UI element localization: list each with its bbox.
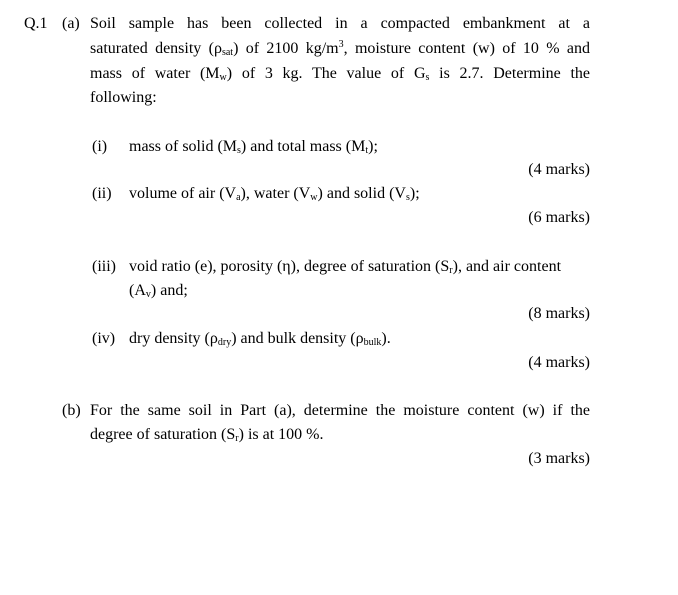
- part-a-intro-line-4: following:: [90, 89, 157, 106]
- subpart-i-text: mass of solid $(M_s)$ and total mass $(M_t)$;: [129, 138, 378, 156]
- part-a-intro-line-2: [90, 40, 590, 58]
- subpart-iii-label: (iii): [92, 258, 116, 275]
- subpart-iii-marks: (8 marks): [528, 305, 590, 322]
- subpart-ii-marks: (6 marks): [528, 209, 590, 226]
- part-b-label: (b): [62, 402, 81, 419]
- subpart-ii-label: (ii): [92, 185, 112, 202]
- subpart-iv-label: (iv): [92, 330, 116, 347]
- subpart-iii-text-line-2: $(A_v)$ and;: [129, 282, 188, 300]
- subpart-i-marks: (4 marks): [528, 161, 590, 178]
- part-b-line-2: degree of saturation $(S_r)$ is at 100 %.: [90, 426, 324, 444]
- subpart-i-label: (i): [92, 138, 108, 155]
- part-a-label: (a): [62, 15, 80, 32]
- subpart-iv-text: dry density $(\rho_{dry})$ and bulk density $(\rho_{bulk})$.: [129, 330, 391, 348]
- intro-line-2-text: saturated density $(\rho_{sat})$ of 2100 $kg/m^3$, moisture content (w) of 10 % and: [90, 39, 590, 58]
- part-a-intro-line-3: mass of water $(M_w)$ of 3 kg. The value of $G_s$ is 2.7. Determine the: [90, 65, 590, 83]
- question-number: Q.1: [24, 15, 48, 32]
- subpart-iii-text: void ratio (e), porosity (η), degree of saturation $(S_r)$, and air content: [129, 258, 562, 276]
- part-b-line-1: For the same soil in Part (a), determine the moisture content (w) if the: [90, 402, 590, 419]
- subpart-iv-marks: (4 marks): [528, 354, 590, 371]
- part-b-marks: (3 marks): [528, 450, 590, 467]
- subpart-ii-text: volume of air $(V_a)$, water $(V_w)$ and solid $(V_s)$;: [129, 185, 420, 203]
- part-a-intro-line-1: Soil sample has been collected in a compacted embankment at a: [90, 15, 590, 32]
